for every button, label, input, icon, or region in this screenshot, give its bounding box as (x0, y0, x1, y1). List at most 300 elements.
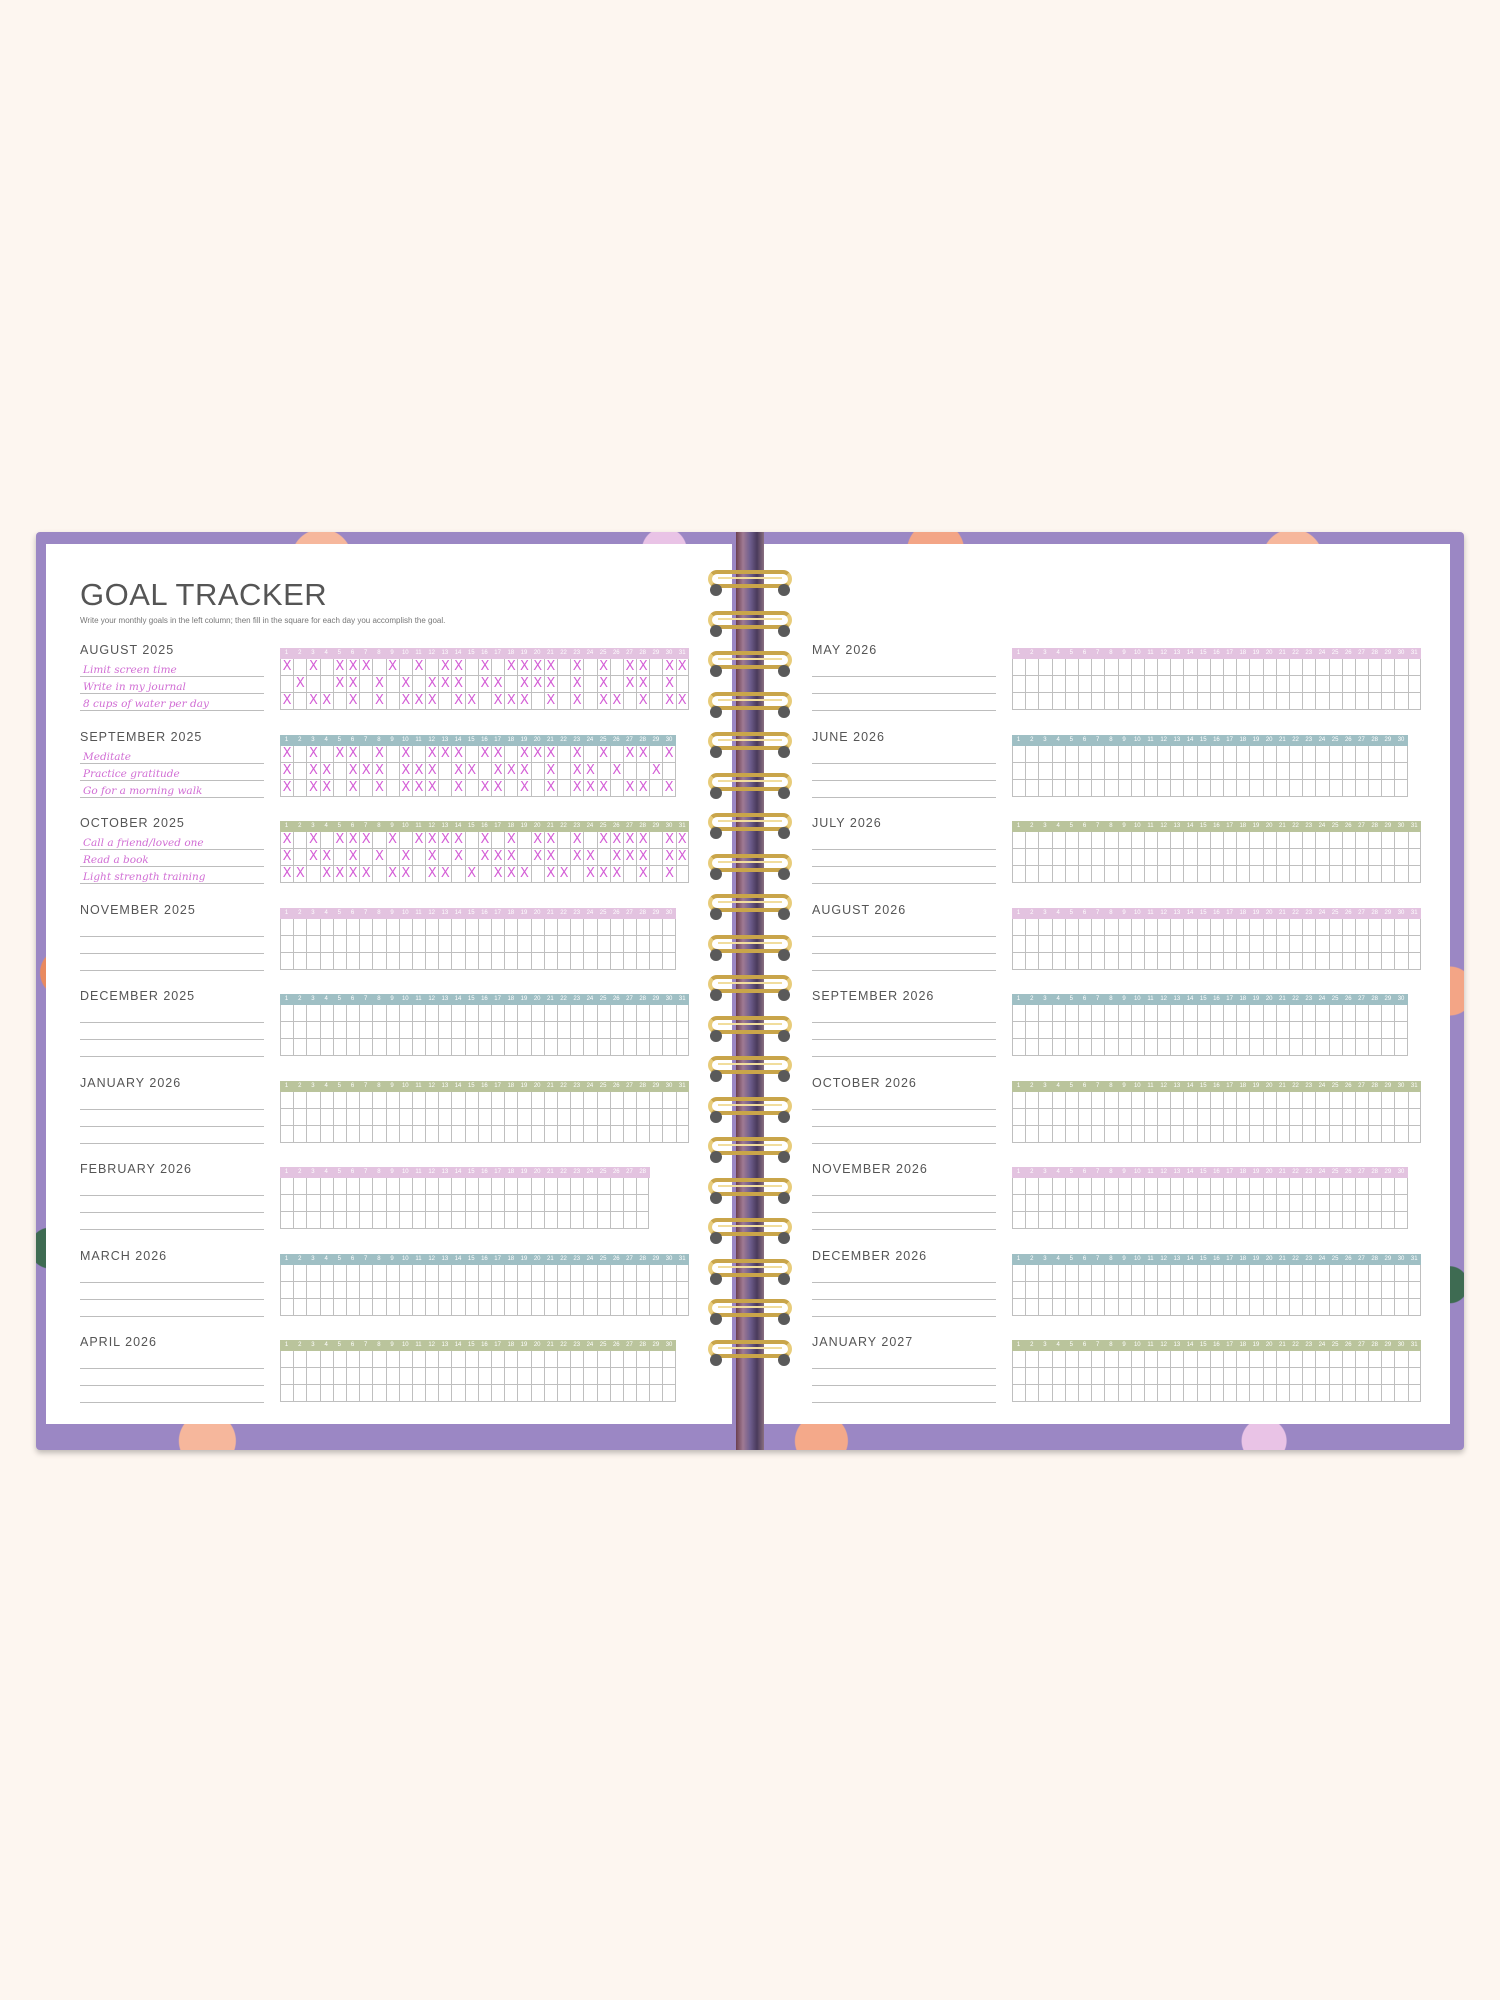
day-cell[interactable] (333, 693, 346, 710)
day-cell[interactable] (610, 780, 623, 797)
day-cell[interactable] (676, 693, 689, 710)
day-cell[interactable] (306, 1351, 319, 1368)
day-cell[interactable] (280, 1039, 293, 1056)
day-cell[interactable] (610, 763, 623, 780)
day-cell[interactable] (1038, 1022, 1051, 1039)
day-cell[interactable] (1012, 780, 1025, 797)
day-cell[interactable] (1091, 1351, 1104, 1368)
day-cell[interactable] (676, 676, 689, 693)
day-cell[interactable] (1091, 1195, 1104, 1212)
day-cell[interactable] (1276, 1039, 1289, 1056)
day-cell[interactable] (1355, 1282, 1368, 1299)
day-cell[interactable] (1342, 1092, 1355, 1109)
day-cell[interactable] (1302, 1351, 1315, 1368)
day-cell[interactable] (662, 849, 675, 866)
day-cell[interactable] (1210, 919, 1223, 936)
goal-line[interactable] (80, 1094, 264, 1110)
day-cell[interactable] (544, 659, 557, 676)
day-cell[interactable] (531, 693, 544, 710)
day-cell[interactable] (1144, 1022, 1157, 1039)
day-cell[interactable] (280, 919, 293, 936)
day-cell[interactable] (1038, 1126, 1051, 1143)
day-cell[interactable] (531, 1368, 544, 1385)
day-cell[interactable] (583, 832, 596, 849)
day-cell[interactable] (597, 832, 610, 849)
day-cell[interactable] (570, 1092, 583, 1109)
day-cell[interactable] (346, 832, 359, 849)
day-cell[interactable] (1355, 676, 1368, 693)
day-cell[interactable] (583, 1385, 596, 1402)
day-cell[interactable] (1052, 763, 1065, 780)
day-cell[interactable] (1289, 1282, 1302, 1299)
day-cell[interactable] (399, 1092, 412, 1109)
day-cell[interactable] (636, 849, 649, 866)
day-cell[interactable] (451, 763, 464, 780)
day-cell[interactable] (1197, 1022, 1210, 1039)
day-cell[interactable] (531, 1299, 544, 1316)
day-cell[interactable] (557, 746, 570, 763)
day-cell[interactable] (1289, 1212, 1302, 1229)
day-cell[interactable] (333, 1212, 346, 1229)
day-cell[interactable] (597, 1092, 610, 1109)
day-cell[interactable] (623, 1385, 636, 1402)
day-cell[interactable] (517, 1022, 530, 1039)
day-cell[interactable] (1315, 936, 1328, 953)
day-cell[interactable] (1157, 1178, 1170, 1195)
day-cell[interactable] (1183, 1212, 1196, 1229)
day-cell[interactable] (1381, 676, 1394, 693)
day-cell[interactable] (676, 1039, 689, 1056)
day-cell[interactable] (1249, 1109, 1262, 1126)
day-cell[interactable] (425, 1299, 438, 1316)
day-cell[interactable] (1315, 953, 1328, 970)
day-cell[interactable] (320, 763, 333, 780)
day-cell[interactable] (517, 1351, 530, 1368)
day-cell[interactable] (1038, 1039, 1051, 1056)
day-cell[interactable] (649, 919, 662, 936)
day-cell[interactable] (1394, 1282, 1407, 1299)
day-cell[interactable] (597, 1022, 610, 1039)
day-cell[interactable] (1078, 1022, 1091, 1039)
day-cell[interactable] (1118, 1351, 1131, 1368)
day-cell[interactable] (293, 763, 306, 780)
day-cell[interactable] (1131, 1092, 1144, 1109)
day-cell[interactable] (386, 659, 399, 676)
day-cell[interactable] (557, 1299, 570, 1316)
day-cell[interactable] (1408, 1368, 1421, 1385)
day-cell[interactable] (1236, 849, 1249, 866)
day-cell[interactable] (517, 1195, 530, 1212)
day-cell[interactable] (1263, 1195, 1276, 1212)
day-cell[interactable] (425, 1212, 438, 1229)
day-cell[interactable] (583, 693, 596, 710)
day-cell[interactable] (1025, 693, 1038, 710)
day-cell[interactable] (597, 763, 610, 780)
day-cell[interactable] (399, 1351, 412, 1368)
day-cell[interactable] (491, 746, 504, 763)
day-cell[interactable] (438, 936, 451, 953)
day-cell[interactable] (412, 1368, 425, 1385)
day-cell[interactable] (1302, 1022, 1315, 1039)
day-cell[interactable] (504, 1005, 517, 1022)
day-cell[interactable] (359, 1212, 372, 1229)
day-cell[interactable] (1118, 832, 1131, 849)
day-cell[interactable] (1078, 1126, 1091, 1143)
day-cell[interactable] (544, 1039, 557, 1056)
day-cell[interactable] (346, 1039, 359, 1056)
day-cell[interactable] (1012, 953, 1025, 970)
day-cell[interactable] (372, 1265, 385, 1282)
day-cell[interactable] (636, 1212, 649, 1229)
day-cell[interactable] (478, 693, 491, 710)
day-cell[interactable] (399, 659, 412, 676)
day-cell[interactable] (293, 693, 306, 710)
day-cell[interactable] (1065, 1299, 1078, 1316)
day-cell[interactable] (517, 1039, 530, 1056)
day-cell[interactable] (306, 919, 319, 936)
day-cell[interactable] (1091, 1005, 1104, 1022)
day-cell[interactable] (649, 936, 662, 953)
day-cell[interactable] (1118, 1368, 1131, 1385)
day-cell[interactable] (517, 1265, 530, 1282)
day-cell[interactable] (280, 1022, 293, 1039)
goal-line[interactable] (80, 661, 264, 677)
day-cell[interactable] (1025, 832, 1038, 849)
day-cell[interactable] (1157, 953, 1170, 970)
day-cell[interactable] (1289, 832, 1302, 849)
day-cell[interactable] (544, 1022, 557, 1039)
day-cell[interactable] (557, 1212, 570, 1229)
day-cell[interactable] (570, 1195, 583, 1212)
day-cell[interactable] (346, 1282, 359, 1299)
day-cell[interactable] (1394, 780, 1407, 797)
day-cell[interactable] (1012, 1178, 1025, 1195)
day-cell[interactable] (610, 1039, 623, 1056)
day-cell[interactable] (1289, 1092, 1302, 1109)
day-cell[interactable] (1170, 953, 1183, 970)
day-cell[interactable] (1381, 1126, 1394, 1143)
day-cell[interactable] (386, 866, 399, 883)
day-cell[interactable] (649, 693, 662, 710)
day-cell[interactable] (491, 1039, 504, 1056)
day-cell[interactable] (1236, 693, 1249, 710)
day-cell[interactable] (1223, 1368, 1236, 1385)
day-cell[interactable] (412, 763, 425, 780)
day-cell[interactable] (1408, 936, 1421, 953)
day-cell[interactable] (412, 1178, 425, 1195)
day-cell[interactable] (1276, 1282, 1289, 1299)
day-cell[interactable] (412, 1195, 425, 1212)
day-cell[interactable] (359, 936, 372, 953)
day-cell[interactable] (1183, 919, 1196, 936)
day-cell[interactable] (1025, 676, 1038, 693)
day-cell[interactable] (1183, 1265, 1196, 1282)
day-cell[interactable] (451, 849, 464, 866)
day-cell[interactable] (1394, 746, 1407, 763)
day-cell[interactable] (1355, 1092, 1368, 1109)
day-cell[interactable] (1381, 953, 1394, 970)
day-cell[interactable] (1131, 1109, 1144, 1126)
day-cell[interactable] (1276, 1022, 1289, 1039)
day-cell[interactable] (320, 659, 333, 676)
day-cell[interactable] (425, 1351, 438, 1368)
day-cell[interactable] (1368, 953, 1381, 970)
day-cell[interactable] (293, 1126, 306, 1143)
day-cell[interactable] (1342, 746, 1355, 763)
day-cell[interactable] (1025, 1385, 1038, 1402)
day-cell[interactable] (623, 1022, 636, 1039)
day-cell[interactable] (293, 676, 306, 693)
day-cell[interactable] (386, 1282, 399, 1299)
goal-line[interactable] (80, 782, 264, 798)
day-cell[interactable] (1315, 919, 1328, 936)
day-cell[interactable] (544, 1368, 557, 1385)
day-cell[interactable] (1355, 693, 1368, 710)
day-cell[interactable] (662, 659, 675, 676)
day-cell[interactable] (544, 1109, 557, 1126)
day-cell[interactable] (333, 780, 346, 797)
day-cell[interactable] (1355, 866, 1368, 883)
day-cell[interactable] (491, 1092, 504, 1109)
day-cell[interactable] (1012, 936, 1025, 953)
day-cell[interactable] (1197, 1368, 1210, 1385)
day-cell[interactable] (649, 832, 662, 849)
day-cell[interactable] (1144, 659, 1157, 676)
day-cell[interactable] (636, 1126, 649, 1143)
day-cell[interactable] (372, 953, 385, 970)
day-cell[interactable] (293, 936, 306, 953)
day-cell[interactable] (1302, 866, 1315, 883)
day-cell[interactable] (1263, 1212, 1276, 1229)
day-cell[interactable] (517, 659, 530, 676)
day-cell[interactable] (662, 1109, 675, 1126)
goal-line[interactable] (812, 1267, 996, 1283)
day-cell[interactable] (478, 1282, 491, 1299)
day-cell[interactable] (478, 1299, 491, 1316)
day-cell[interactable] (649, 1109, 662, 1126)
day-cell[interactable] (1276, 1178, 1289, 1195)
day-cell[interactable] (1104, 763, 1117, 780)
day-cell[interactable] (649, 866, 662, 883)
day-cell[interactable] (1012, 1022, 1025, 1039)
day-cell[interactable] (676, 1282, 689, 1299)
goal-line[interactable] (80, 1007, 264, 1023)
day-cell[interactable] (597, 1109, 610, 1126)
day-cell[interactable] (1368, 780, 1381, 797)
day-cell[interactable] (465, 1092, 478, 1109)
day-cell[interactable] (412, 849, 425, 866)
day-cell[interactable] (1236, 1126, 1249, 1143)
day-cell[interactable] (478, 953, 491, 970)
day-cell[interactable] (359, 919, 372, 936)
day-cell[interactable] (1065, 676, 1078, 693)
day-cell[interactable] (1342, 866, 1355, 883)
day-cell[interactable] (649, 1265, 662, 1282)
day-cell[interactable] (465, 659, 478, 676)
day-cell[interactable] (676, 1092, 689, 1109)
day-cell[interactable] (425, 953, 438, 970)
goal-line[interactable] (812, 1180, 996, 1196)
day-cell[interactable] (1183, 1022, 1196, 1039)
day-cell[interactable] (465, 1178, 478, 1195)
day-cell[interactable] (438, 1282, 451, 1299)
day-cell[interactable] (1078, 1092, 1091, 1109)
day-cell[interactable] (557, 1368, 570, 1385)
day-cell[interactable] (570, 1385, 583, 1402)
day-cell[interactable] (478, 1178, 491, 1195)
day-cell[interactable] (649, 1351, 662, 1368)
day-cell[interactable] (557, 1005, 570, 1022)
day-cell[interactable] (320, 1299, 333, 1316)
day-cell[interactable] (1065, 1282, 1078, 1299)
day-cell[interactable] (1078, 1039, 1091, 1056)
day-cell[interactable] (1104, 866, 1117, 883)
day-cell[interactable] (636, 693, 649, 710)
day-cell[interactable] (425, 866, 438, 883)
day-cell[interactable] (570, 1178, 583, 1195)
day-cell[interactable] (451, 1005, 464, 1022)
day-cell[interactable] (570, 849, 583, 866)
day-cell[interactable] (399, 693, 412, 710)
day-cell[interactable] (1012, 1299, 1025, 1316)
day-cell[interactable] (306, 1022, 319, 1039)
day-cell[interactable] (1368, 676, 1381, 693)
day-cell[interactable] (1065, 1109, 1078, 1126)
day-cell[interactable] (531, 1265, 544, 1282)
day-cell[interactable] (1197, 1351, 1210, 1368)
day-cell[interactable] (451, 1368, 464, 1385)
day-cell[interactable] (1223, 1109, 1236, 1126)
goal-line[interactable] (812, 678, 996, 694)
goal-line[interactable] (80, 765, 264, 781)
day-cell[interactable] (320, 1005, 333, 1022)
day-cell[interactable] (504, 1195, 517, 1212)
day-cell[interactable] (1223, 1005, 1236, 1022)
day-cell[interactable] (280, 676, 293, 693)
day-cell[interactable] (557, 1385, 570, 1402)
goal-line[interactable] (812, 1370, 996, 1386)
day-cell[interactable] (293, 1265, 306, 1282)
day-cell[interactable] (306, 1282, 319, 1299)
day-cell[interactable] (557, 1195, 570, 1212)
day-cell[interactable] (1249, 1005, 1262, 1022)
day-cell[interactable] (649, 1299, 662, 1316)
day-cell[interactable] (1078, 659, 1091, 676)
day-cell[interactable] (1157, 1299, 1170, 1316)
day-cell[interactable] (1183, 659, 1196, 676)
day-cell[interactable] (583, 936, 596, 953)
day-cell[interactable] (412, 866, 425, 883)
day-cell[interactable] (1408, 849, 1421, 866)
day-cell[interactable] (346, 953, 359, 970)
day-cell[interactable] (399, 832, 412, 849)
day-cell[interactable] (399, 1195, 412, 1212)
day-cell[interactable] (1329, 1195, 1342, 1212)
day-cell[interactable] (1236, 1039, 1249, 1056)
day-cell[interactable] (1342, 1212, 1355, 1229)
day-cell[interactable] (531, 919, 544, 936)
goal-line[interactable] (812, 1094, 996, 1110)
day-cell[interactable] (1065, 866, 1078, 883)
day-cell[interactable] (293, 780, 306, 797)
day-cell[interactable] (531, 1195, 544, 1212)
day-cell[interactable] (1355, 919, 1368, 936)
day-cell[interactable] (1302, 1368, 1315, 1385)
day-cell[interactable] (386, 1265, 399, 1282)
day-cell[interactable] (491, 832, 504, 849)
day-cell[interactable] (1381, 1212, 1394, 1229)
day-cell[interactable] (306, 1109, 319, 1126)
day-cell[interactable] (465, 1195, 478, 1212)
day-cell[interactable] (372, 1195, 385, 1212)
day-cell[interactable] (531, 1039, 544, 1056)
day-cell[interactable] (1329, 1265, 1342, 1282)
day-cell[interactable] (1236, 1385, 1249, 1402)
day-cell[interactable] (504, 1212, 517, 1229)
day-cell[interactable] (451, 1265, 464, 1282)
day-cell[interactable] (465, 1299, 478, 1316)
day-cell[interactable] (1289, 1351, 1302, 1368)
day-cell[interactable] (1131, 1126, 1144, 1143)
day-cell[interactable] (1197, 849, 1210, 866)
day-cell[interactable] (1263, 919, 1276, 936)
day-cell[interactable] (557, 1092, 570, 1109)
day-cell[interactable] (1012, 849, 1025, 866)
day-cell[interactable] (320, 1265, 333, 1282)
day-cell[interactable] (1065, 953, 1078, 970)
day-cell[interactable] (333, 1282, 346, 1299)
day-cell[interactable] (1197, 659, 1210, 676)
day-cell[interactable] (1025, 1265, 1038, 1282)
day-cell[interactable] (1263, 1265, 1276, 1282)
day-cell[interactable] (504, 1092, 517, 1109)
day-cell[interactable] (1302, 849, 1315, 866)
day-cell[interactable] (531, 746, 544, 763)
day-cell[interactable] (1394, 1039, 1407, 1056)
day-cell[interactable] (1355, 1265, 1368, 1282)
day-cell[interactable] (1078, 1282, 1091, 1299)
day-cell[interactable] (1368, 746, 1381, 763)
day-cell[interactable] (1210, 832, 1223, 849)
day-cell[interactable] (478, 1109, 491, 1126)
day-cell[interactable] (491, 866, 504, 883)
day-cell[interactable] (1197, 1212, 1210, 1229)
day-cell[interactable] (320, 919, 333, 936)
day-cell[interactable] (1157, 1351, 1170, 1368)
day-cell[interactable] (504, 849, 517, 866)
day-cell[interactable] (623, 1299, 636, 1316)
day-cell[interactable] (1289, 746, 1302, 763)
day-cell[interactable] (280, 1212, 293, 1229)
day-cell[interactable] (1394, 1092, 1407, 1109)
day-cell[interactable] (412, 676, 425, 693)
day-cell[interactable] (1342, 1022, 1355, 1039)
day-cell[interactable] (1236, 746, 1249, 763)
day-cell[interactable] (1249, 832, 1262, 849)
day-cell[interactable] (583, 659, 596, 676)
day-cell[interactable] (504, 936, 517, 953)
day-cell[interactable] (1065, 1212, 1078, 1229)
day-cell[interactable] (412, 1092, 425, 1109)
day-cell[interactable] (636, 1195, 649, 1212)
day-cell[interactable] (544, 1195, 557, 1212)
day-cell[interactable] (1131, 1195, 1144, 1212)
day-cell[interactable] (1025, 1282, 1038, 1299)
day-cell[interactable] (425, 1265, 438, 1282)
day-cell[interactable] (438, 763, 451, 780)
day-cell[interactable] (1210, 1282, 1223, 1299)
day-cell[interactable] (1236, 832, 1249, 849)
